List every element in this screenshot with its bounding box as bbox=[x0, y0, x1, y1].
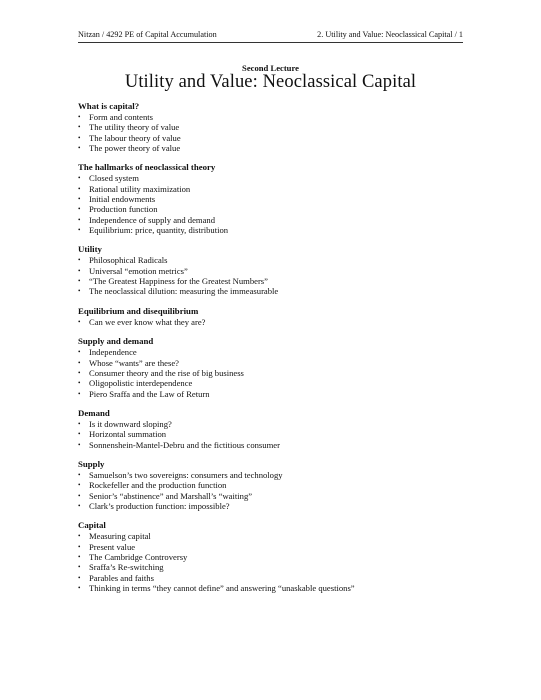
bullet-text: The labour theory of value bbox=[89, 132, 181, 143]
bullet-icon: • bbox=[78, 277, 81, 286]
bullet-text: Independence bbox=[89, 347, 137, 358]
bullet-list bbox=[78, 419, 468, 450]
bullet-list bbox=[78, 173, 468, 235]
section-title: Equilibrium and disequilibrium bbox=[78, 305, 199, 316]
outline-section bbox=[78, 459, 468, 511]
bullet-item bbox=[78, 225, 468, 235]
bullet-item bbox=[78, 491, 468, 501]
bullet-item bbox=[78, 317, 468, 327]
bullet-text: Senior’s “abstinence” and Marshall’s “waiting” bbox=[89, 490, 253, 501]
bullet-item bbox=[78, 429, 468, 439]
bullet-icon: • bbox=[78, 184, 81, 193]
bullet-text: Rockefeller and the production function bbox=[89, 480, 227, 491]
outline-section bbox=[78, 101, 468, 153]
bullet-icon: • bbox=[78, 470, 81, 479]
bullet-text: Oligopolistic interdependence bbox=[89, 378, 193, 389]
bullet-item bbox=[78, 215, 468, 225]
bullet-item bbox=[78, 347, 468, 357]
bullet-item bbox=[78, 480, 468, 490]
bullet-icon: • bbox=[78, 379, 81, 388]
bullet-icon: • bbox=[78, 542, 81, 551]
bullet-icon: • bbox=[78, 501, 81, 510]
bullet-text: Parables and faiths bbox=[89, 572, 154, 583]
bullet-item bbox=[78, 562, 468, 572]
bullet-icon: • bbox=[78, 123, 81, 132]
bullet-item bbox=[78, 531, 468, 541]
bullet-text: Philosophical Radicals bbox=[89, 255, 168, 266]
bullet-item bbox=[78, 173, 468, 183]
bullet-text: Initial endowments bbox=[89, 194, 156, 205]
header-right: 2. Utility and Value: Neoclassical Capital / 1 bbox=[317, 30, 463, 39]
bullet-list bbox=[78, 112, 468, 153]
bullet-text: Universal “emotion metrics” bbox=[89, 265, 188, 276]
bullet-item bbox=[78, 286, 468, 296]
bullet-icon: • bbox=[78, 491, 81, 500]
bullet-icon: • bbox=[78, 358, 81, 367]
outline-section bbox=[78, 520, 468, 593]
bullet-item bbox=[78, 470, 468, 480]
bullet-icon: • bbox=[78, 144, 81, 153]
outline-content bbox=[78, 101, 468, 602]
bullet-icon: • bbox=[78, 205, 81, 214]
bullet-text: Samuelson’s two sovereigns: consumers and technology bbox=[89, 469, 283, 480]
bullet-text: The Cambridge Controversy bbox=[89, 551, 188, 562]
bullet-item bbox=[78, 184, 468, 194]
bullet-icon: • bbox=[78, 481, 81, 490]
bullet-text: Equilibrium: price, quantity, distribution bbox=[89, 225, 229, 236]
bullet-icon: • bbox=[78, 266, 81, 275]
bullet-item bbox=[78, 583, 468, 593]
bullet-item bbox=[78, 440, 468, 450]
bullet-icon: • bbox=[78, 215, 81, 224]
bullet-item bbox=[78, 112, 468, 122]
bullet-text: Sonnenshein-Mantel-Debru and the fictitious consumer bbox=[89, 439, 280, 450]
bullet-icon: • bbox=[78, 419, 81, 428]
bullet-item bbox=[78, 389, 468, 399]
bullet-icon: • bbox=[78, 256, 81, 265]
header-left: Nitzan / 4292 PE of Capital Accumulation bbox=[78, 30, 217, 39]
bullet-list bbox=[78, 470, 468, 511]
bullet-item bbox=[78, 133, 468, 143]
bullet-item bbox=[78, 368, 468, 378]
bullet-item bbox=[78, 378, 468, 388]
bullet-icon: • bbox=[78, 317, 81, 326]
bullet-icon: • bbox=[78, 287, 81, 296]
outline-section bbox=[78, 306, 468, 327]
bullet-text: Can we ever know what they are? bbox=[89, 316, 206, 327]
bullet-text: Whose “wants” are these? bbox=[89, 357, 179, 368]
lecture-kicker: Second Lecture bbox=[242, 63, 299, 73]
outline-section bbox=[78, 336, 468, 399]
bullet-text: The power theory of value bbox=[89, 143, 181, 154]
bullet-text: Closed system bbox=[89, 173, 139, 184]
outline-section bbox=[78, 162, 468, 235]
bullet-item bbox=[78, 122, 468, 132]
bullet-text: Present value bbox=[89, 541, 136, 552]
bullet-item bbox=[78, 255, 468, 265]
page-header bbox=[78, 30, 463, 43]
bullet-text: The utility theory of value bbox=[89, 122, 180, 133]
bullet-text: Sraffa’s Re-switching bbox=[89, 562, 164, 573]
bullet-list bbox=[78, 347, 468, 399]
bullet-text: Is it downward sloping? bbox=[89, 418, 172, 429]
bullet-icon: • bbox=[78, 563, 81, 572]
bullet-icon: • bbox=[78, 226, 81, 235]
outline-section bbox=[78, 408, 468, 450]
bullet-icon: • bbox=[78, 584, 81, 592]
page-title: Utility and Value: Neoclassical Capital bbox=[124, 72, 417, 92]
section-title: Utility bbox=[78, 244, 102, 255]
bullet-icon: • bbox=[78, 174, 81, 183]
bullet-icon: • bbox=[78, 368, 81, 377]
bullet-text: Clark’s production function: impossible? bbox=[89, 500, 230, 511]
section-title: The hallmarks of neoclassical theory bbox=[78, 162, 216, 173]
bullet-icon: • bbox=[78, 113, 81, 121]
bullet-list bbox=[78, 531, 468, 593]
section-title: Demand bbox=[78, 407, 110, 418]
bullet-text: Form and contents bbox=[89, 112, 153, 122]
bullet-text: Production function bbox=[89, 204, 158, 215]
bullet-item bbox=[78, 501, 468, 511]
bullet-item bbox=[78, 573, 468, 583]
bullet-item bbox=[78, 419, 468, 429]
section-title: Supply and demand bbox=[78, 336, 154, 347]
bullet-text: “The Greatest Happiness for the Greatest Numbers” bbox=[89, 276, 268, 287]
bullet-text: Measuring capital bbox=[89, 531, 151, 542]
bullet-icon: • bbox=[78, 440, 81, 449]
bullet-icon: • bbox=[78, 532, 81, 541]
bullet-list bbox=[78, 255, 468, 296]
bullet-item bbox=[78, 542, 468, 552]
bullet-item bbox=[78, 204, 468, 214]
bullet-list bbox=[78, 317, 468, 327]
bullet-item bbox=[78, 266, 468, 276]
bullet-text: Piero Sraffa and the Law of Return bbox=[89, 388, 210, 399]
section-title: Supply bbox=[78, 458, 105, 469]
outline-section bbox=[78, 244, 468, 296]
bullet-text: Rational utility maximization bbox=[89, 183, 191, 194]
bullet-icon: • bbox=[78, 348, 81, 357]
section-title: What is capital? bbox=[78, 101, 140, 111]
bullet-text: Independence of supply and demand bbox=[89, 214, 215, 225]
bullet-text: Thinking in terms “they cannot define” and answering “unaskable questions” bbox=[89, 583, 355, 593]
bullet-icon: • bbox=[78, 389, 81, 398]
bullet-item bbox=[78, 552, 468, 562]
bullet-text: The neoclassical dilution: measuring the immeasurable bbox=[89, 286, 279, 297]
bullet-item bbox=[78, 358, 468, 368]
bullet-icon: • bbox=[78, 552, 81, 561]
bullet-icon: • bbox=[78, 195, 81, 204]
bullet-icon: • bbox=[78, 430, 81, 439]
bullet-icon: • bbox=[78, 133, 81, 142]
bullet-text: Consumer theory and the rise of big business bbox=[89, 367, 244, 378]
bullet-text: Horizontal summation bbox=[89, 429, 167, 440]
bullet-item bbox=[78, 143, 468, 153]
section-title: Capital bbox=[78, 520, 106, 531]
bullet-item bbox=[78, 276, 468, 286]
bullet-item bbox=[78, 194, 468, 204]
bullet-icon: • bbox=[78, 573, 81, 582]
